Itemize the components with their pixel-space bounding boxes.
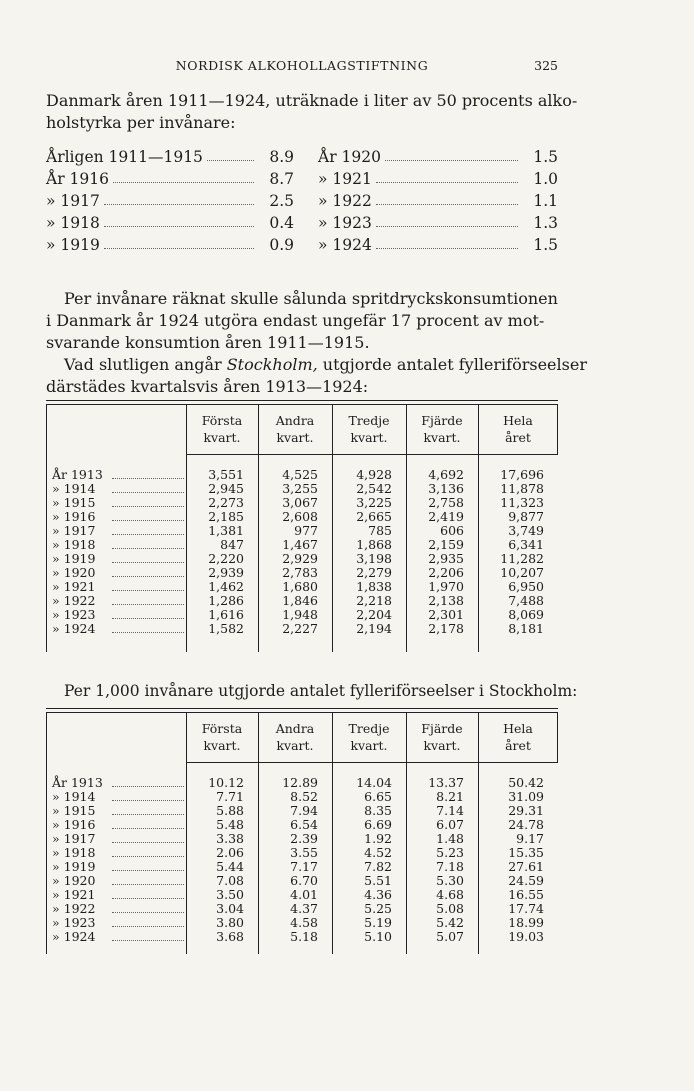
table-cell: 3.04 [216, 901, 244, 916]
leader-dots [376, 248, 518, 249]
table-cell: 17.74 [508, 901, 544, 916]
column-header [186, 720, 258, 754]
table-cell: 1,462 [208, 579, 244, 594]
table-cell: 31.09 [508, 789, 544, 804]
table-cell: 2,608 [282, 509, 318, 524]
table-cell: 3,067 [282, 495, 318, 510]
table-row-year [52, 860, 182, 874]
stat-value: 0.9 [269, 236, 294, 254]
column-header-line-2: kvart. [350, 738, 388, 753]
table-cell: 2,301 [428, 607, 464, 622]
table-cell: 1,286 [208, 593, 244, 608]
table-cell: 19.03 [508, 929, 544, 944]
stat-value: 2.5 [269, 192, 294, 210]
table-cell: 1,838 [356, 579, 392, 594]
stat-label: » 1921 [318, 170, 372, 188]
stat-row [318, 190, 558, 212]
table-row-year [52, 902, 182, 916]
table-cell: 785 [368, 523, 392, 538]
table-cell: 3.68 [216, 929, 244, 944]
column-header [332, 720, 406, 754]
running-header [46, 58, 558, 76]
stat-value: 0.4 [269, 214, 294, 232]
table-cell: 5.19 [364, 915, 392, 930]
table-cell: 11,878 [500, 481, 544, 496]
column-rule [46, 404, 47, 652]
column-header-line-2: kvart. [203, 738, 241, 753]
table-cell: 2,939 [208, 565, 244, 580]
table-cell: 9.17 [516, 831, 544, 846]
year-label: » 1919 [52, 859, 96, 874]
column-header-line-1: Första [201, 721, 243, 736]
stockholm-line-1-emphasis: Stockholm, [226, 355, 318, 374]
table-cell: 16.55 [508, 887, 544, 902]
stat-row [318, 146, 558, 168]
table-cell: 2,279 [356, 565, 392, 580]
column-header-line-1: Hela [503, 721, 533, 736]
table-offences-per-1000 [46, 708, 558, 954]
stat-row [46, 168, 294, 190]
column-header [332, 412, 406, 446]
table-cell: 24.78 [508, 817, 544, 832]
table-cell: 11,282 [500, 551, 544, 566]
table-cell: 847 [220, 537, 244, 552]
leader-dots [376, 182, 518, 183]
leader-dots [112, 842, 184, 843]
column-header [478, 412, 558, 446]
stat-value: 8.9 [269, 148, 294, 166]
top-rule-inner [46, 712, 558, 713]
table-row-year [52, 776, 182, 790]
year-label: » 1915 [52, 495, 96, 510]
table-cell: 12.89 [282, 775, 318, 790]
column-header [406, 720, 478, 754]
leader-dots [112, 576, 184, 577]
leader-dots [112, 520, 184, 521]
year-label: » 1916 [52, 509, 96, 524]
column-header-line-2: kvart. [203, 430, 241, 445]
year-label: » 1924 [52, 929, 96, 944]
stat-value: 1.3 [533, 214, 558, 232]
table-cell: 1,846 [282, 593, 318, 608]
intro-line-1: Danmark åren 1911—1924, uträknade i liter av 50 procents alko- [46, 91, 578, 110]
table-row-year [52, 790, 182, 804]
table-cell: 5.07 [436, 929, 464, 944]
table-cell: 3,749 [508, 523, 544, 538]
table-cell: 1,680 [282, 579, 318, 594]
table-cell: 7.71 [216, 789, 244, 804]
table-cell: 606 [440, 523, 464, 538]
header-rule [186, 762, 558, 763]
paragraph-per-1000 [46, 680, 578, 702]
year-label: » 1922 [52, 593, 96, 608]
year-label: » 1921 [52, 887, 96, 902]
table-row-year [52, 496, 182, 510]
year-label: » 1922 [52, 901, 96, 916]
year-label: » 1917 [52, 523, 96, 538]
stat-value: 1.5 [533, 148, 558, 166]
table-cell: 3.80 [216, 915, 244, 930]
leader-dots [104, 248, 254, 249]
paragraph-denmark-summary [46, 288, 558, 354]
year-label: » 1923 [52, 915, 96, 930]
leader-dots [112, 604, 184, 605]
table-cell: 9,877 [508, 509, 544, 524]
table-cell: 7,488 [508, 593, 544, 608]
stat-value: 1.5 [533, 236, 558, 254]
column-header [478, 720, 558, 754]
table-cell: 8,069 [508, 607, 544, 622]
table-cell: 2,220 [208, 551, 244, 566]
table-cell: 7.08 [216, 873, 244, 888]
column-header-line-2: kvart. [423, 738, 461, 753]
table-cell: 7.14 [436, 803, 464, 818]
leader-dots [112, 828, 184, 829]
leader-dots [112, 590, 184, 591]
leader-dots [112, 814, 184, 815]
leader-dots [112, 478, 184, 479]
table-cell: 8.52 [290, 789, 318, 804]
column-header-line-1: Fjärde [421, 413, 463, 428]
table-cell: 1,467 [282, 537, 318, 552]
table-cell: 4,692 [428, 467, 464, 482]
table-row-year [52, 608, 182, 622]
leader-dots [112, 618, 184, 619]
table-cell: 6.07 [436, 817, 464, 832]
stat-value: 8.7 [269, 170, 294, 188]
leader-dots [112, 856, 184, 857]
table-cell: 27.61 [508, 859, 544, 874]
column-header-line-1: Andra [275, 413, 315, 428]
table-cell: 6.54 [290, 817, 318, 832]
column-header [186, 412, 258, 446]
table-cell: 10,207 [500, 565, 544, 580]
table-row-year [52, 804, 182, 818]
per-1000-line: Per 1,000 invånare utgjorde antalet fylleriförseelser i Stockholm: [64, 682, 578, 700]
table-cell: 1,616 [208, 607, 244, 622]
table-cell: 24.59 [508, 873, 544, 888]
stat-label: » 1918 [46, 214, 100, 232]
year-label: » 1923 [52, 607, 96, 622]
top-rule-inner [46, 404, 558, 405]
leader-dots [112, 884, 184, 885]
header-rule [186, 454, 558, 455]
year-label: » 1920 [52, 565, 96, 580]
leader-dots [112, 534, 184, 535]
column-header [406, 412, 478, 446]
table-row-year [52, 818, 182, 832]
table-cell: 2,159 [428, 537, 464, 552]
summary-line-1: Per invånare räknat skulle sålunda spritdryckskonsumtionen [64, 289, 558, 308]
column-header-line-2: kvart. [276, 430, 314, 445]
table-cell: 13.37 [428, 775, 464, 790]
stat-value: 1.1 [533, 192, 558, 210]
top-rule [46, 400, 558, 401]
table-row-year [52, 622, 182, 636]
stat-label: » 1923 [318, 214, 372, 232]
leader-dots [113, 182, 254, 183]
table-cell: 50.42 [508, 775, 544, 790]
table-cell: 5.18 [290, 929, 318, 944]
table-cell: 2,273 [208, 495, 244, 510]
table-cell: 3,255 [282, 481, 318, 496]
table-cell: 2,206 [428, 565, 464, 580]
leader-dots [104, 226, 254, 227]
table-cell: 3.55 [290, 845, 318, 860]
leader-dots [104, 204, 254, 205]
year-label: År 1913 [52, 467, 103, 482]
table-row-year [52, 594, 182, 608]
column-header-line-2: kvart. [350, 430, 388, 445]
year-label: » 1914 [52, 789, 96, 804]
table-cell: 1.92 [364, 831, 392, 846]
table-cell: 977 [294, 523, 318, 538]
stat-label: » 1917 [46, 192, 100, 210]
stat-row [318, 212, 558, 234]
top-rule [46, 708, 558, 709]
column-header [258, 720, 332, 754]
table-cell: 5.23 [436, 845, 464, 860]
table-cell: 2,194 [356, 621, 392, 636]
table-cell: 2,419 [428, 509, 464, 524]
table-cell: 2,929 [282, 551, 318, 566]
column-header-line-1: Andra [275, 721, 315, 736]
intro-paragraph [46, 90, 578, 134]
table-cell: 4.36 [364, 887, 392, 902]
table-cell: 10.12 [208, 775, 244, 790]
table-cell: 4.58 [290, 915, 318, 930]
table-cell: 5.30 [436, 873, 464, 888]
stat-row [46, 212, 294, 234]
table-cell: 8.35 [364, 803, 392, 818]
table-cell: 2,945 [208, 481, 244, 496]
stat-row [46, 190, 294, 212]
stat-value: 1.0 [533, 170, 558, 188]
table-row-year [52, 552, 182, 566]
table-cell: 1.48 [436, 831, 464, 846]
table-cell: 6,950 [508, 579, 544, 594]
table-cell: 2,783 [282, 565, 318, 580]
table-cell: 5.48 [216, 817, 244, 832]
table-cell: 2,218 [356, 593, 392, 608]
column-header [258, 412, 332, 446]
table-cell: 2.39 [290, 831, 318, 846]
table-cell: 1,582 [208, 621, 244, 636]
table-cell: 2,665 [356, 509, 392, 524]
leader-dots [112, 506, 184, 507]
stat-row [46, 234, 294, 256]
table-row-year [52, 832, 182, 846]
paragraph-stockholm-intro [46, 354, 587, 398]
table-cell: 6.69 [364, 817, 392, 832]
leader-dots [112, 800, 184, 801]
table-cell: 2,542 [356, 481, 392, 496]
stat-label: » 1919 [46, 236, 100, 254]
stat-row [46, 146, 294, 168]
year-label: » 1924 [52, 621, 96, 636]
table-cell: 3.50 [216, 887, 244, 902]
table-cell: 2,935 [428, 551, 464, 566]
summary-line-2: i Danmark år 1924 utgöra endast ungefär 17 procent av mot- [46, 311, 545, 330]
intro-line-2: holstyrka per invånare: [46, 113, 236, 132]
table-cell: 3.38 [216, 831, 244, 846]
column-header-line-1: Fjärde [421, 721, 463, 736]
table-cell: 5.25 [364, 901, 392, 916]
column-header-line-1: Tredje [348, 721, 390, 736]
table-row-year [52, 580, 182, 594]
table-row-year [52, 524, 182, 538]
table-cell: 7.18 [436, 859, 464, 874]
column-header-line-2: året [505, 738, 531, 753]
table-cell: 4,525 [282, 467, 318, 482]
leader-dots [112, 870, 184, 871]
column-header-line-2: kvart. [276, 738, 314, 753]
table-cell: 4,928 [356, 467, 392, 482]
column-header-line-1: Tredje [348, 413, 390, 428]
table-row-year [52, 538, 182, 552]
table-cell: 5.42 [436, 915, 464, 930]
table-row-year [52, 846, 182, 860]
table-cell: 4.52 [364, 845, 392, 860]
table-cell: 17,696 [500, 467, 544, 482]
year-label: År 1913 [52, 775, 103, 790]
stat-label: År 1920 [318, 148, 381, 166]
column-header-line-1: Hela [503, 413, 533, 428]
table-cell: 1,381 [208, 523, 244, 538]
stat-label: » 1922 [318, 192, 372, 210]
leader-dots [112, 940, 184, 941]
table-cell: 18.99 [508, 915, 544, 930]
table-cell: 4.37 [290, 901, 318, 916]
table-cell: 7.94 [290, 803, 318, 818]
stockholm-line-2: därstädes kvartalsvis åren 1913—1924: [46, 377, 369, 396]
year-label: » 1917 [52, 831, 96, 846]
year-label: » 1915 [52, 803, 96, 818]
table-cell: 7.17 [290, 859, 318, 874]
table-cell: 6.65 [364, 789, 392, 804]
table-cell: 2,227 [282, 621, 318, 636]
year-label: » 1919 [52, 551, 96, 566]
table-cell: 11,323 [500, 495, 544, 510]
table-row-year [52, 510, 182, 524]
stat-label: År 1916 [46, 170, 109, 188]
year-label: » 1914 [52, 481, 96, 496]
table-cell: 5.10 [364, 929, 392, 944]
year-label: » 1921 [52, 579, 96, 594]
table-cell: 3,198 [356, 551, 392, 566]
table-cell: 3,551 [208, 467, 244, 482]
leader-dots [376, 226, 518, 227]
table-cell: 14.04 [356, 775, 392, 790]
table-cell: 6.70 [290, 873, 318, 888]
leader-dots [112, 912, 184, 913]
year-label: » 1918 [52, 845, 96, 860]
year-label: » 1918 [52, 537, 96, 552]
table-cell: 8,181 [508, 621, 544, 636]
table-cell: 8.21 [436, 789, 464, 804]
table-cell: 29.31 [508, 803, 544, 818]
year-label: » 1920 [52, 873, 96, 888]
table-row-year [52, 468, 182, 482]
table-cell: 2,138 [428, 593, 464, 608]
leader-dots [112, 898, 184, 899]
leader-dots [112, 926, 184, 927]
stockholm-line-1-pre: Vad slutligen angår [64, 355, 227, 374]
table-cell: 2,758 [428, 495, 464, 510]
running-title: NORDISK ALKOHOLLAGSTIFTNING [175, 58, 429, 73]
table-cell: 3,136 [428, 481, 464, 496]
table-cell: 1,868 [356, 537, 392, 552]
stat-label: » 1924 [318, 236, 372, 254]
table-row-year [52, 916, 182, 930]
table-row-year [52, 874, 182, 888]
table-cell: 4.01 [290, 887, 318, 902]
column-header-line-2: kvart. [423, 430, 461, 445]
year-label: » 1916 [52, 817, 96, 832]
leader-dots [112, 492, 184, 493]
leader-dots [112, 548, 184, 549]
table-offences-quarterly [46, 400, 558, 652]
stat-row [318, 234, 558, 256]
stat-label: Årligen 1911—1915 [46, 148, 203, 166]
table-cell: 15.35 [508, 845, 544, 860]
table-row-year [52, 930, 182, 944]
table-cell: 4.68 [436, 887, 464, 902]
leader-dots [112, 632, 184, 633]
stat-row [318, 168, 558, 190]
leader-dots [112, 562, 184, 563]
leader-dots [376, 204, 518, 205]
table-row-year [52, 888, 182, 902]
table-cell: 6,341 [508, 537, 544, 552]
table-cell: 3,225 [356, 495, 392, 510]
table-cell: 5.51 [364, 873, 392, 888]
table-cell: 5.44 [216, 859, 244, 874]
table-cell: 1,970 [428, 579, 464, 594]
table-cell: 1,948 [282, 607, 318, 622]
summary-line-3: svarande konsumtion åren 1911—1915. [46, 333, 370, 352]
table-cell: 7.82 [364, 859, 392, 874]
table-row-year [52, 566, 182, 580]
table-cell: 2,178 [428, 621, 464, 636]
stockholm-line-1-post: utgjorde antalet fylleriförseelser [317, 355, 587, 374]
table-cell: 2,185 [208, 509, 244, 524]
column-header-line-1: Första [201, 413, 243, 428]
table-cell: 2.06 [216, 845, 244, 860]
column-rule [46, 712, 47, 954]
table-cell: 5.08 [436, 901, 464, 916]
leader-dots [385, 160, 518, 161]
page-number: 325 [534, 58, 558, 73]
leader-dots [112, 786, 184, 787]
table-row-year [52, 482, 182, 496]
table-cell: 5.88 [216, 803, 244, 818]
column-header-line-2: året [505, 430, 531, 445]
table-cell: 2,204 [356, 607, 392, 622]
leader-dots [207, 160, 254, 161]
